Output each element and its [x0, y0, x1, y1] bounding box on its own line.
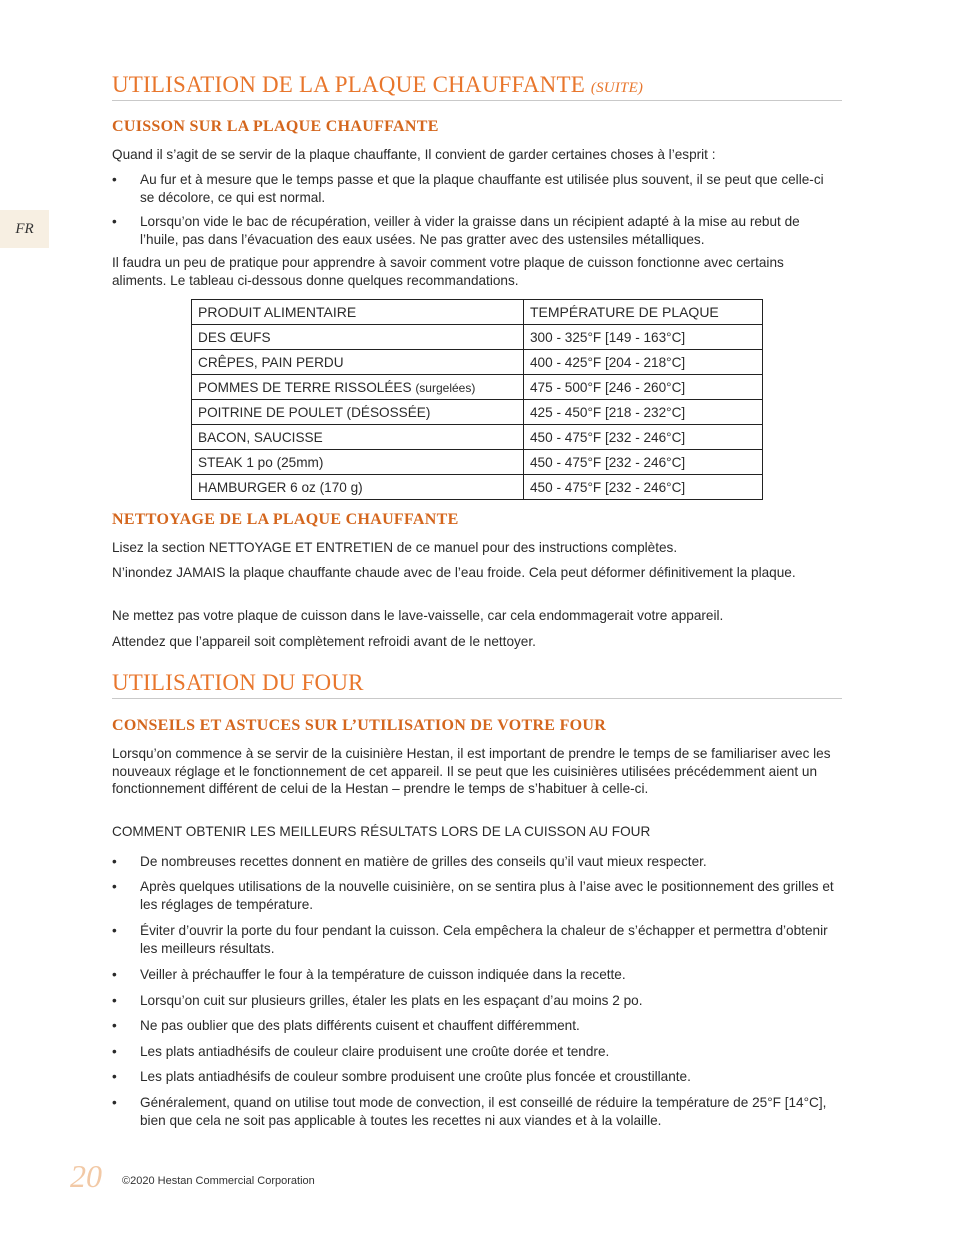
bullet-icon: •	[112, 214, 117, 229]
food-name: HAMBURGER 6 oz (170 g)	[198, 479, 363, 495]
list-item	[112, 213, 840, 248]
list-item-text: Éviter d’ouvrir la porte du four pendant la cuisson. Cela empêchera la chaleur de s’échapper et permettra d’obtenir les meilleurs résultats.	[140, 923, 828, 956]
bullet-icon: •	[112, 1095, 117, 1110]
cleaning-paragraph: Lisez la section NETTOYAGE ET ENTRETIEN de ce manuel pour des instructions complètes.	[112, 540, 678, 555]
cell-temperature: 400 - 425°F [204 - 218°C]	[524, 350, 763, 375]
table-header-row	[192, 300, 763, 325]
cell-food	[192, 400, 524, 425]
bullet-icon: •	[112, 967, 117, 982]
list-item	[112, 992, 840, 1010]
section-title-text: UTILISATION DE LA PLAQUE CHAUFFANTE	[112, 72, 585, 97]
language-tab	[0, 210, 49, 248]
cell-food	[192, 450, 524, 475]
table-row	[192, 325, 763, 350]
list-item	[112, 853, 840, 871]
section-title-griddle	[112, 72, 842, 101]
cell-food	[192, 375, 524, 400]
bullet-icon: •	[112, 993, 117, 1008]
list-item	[112, 878, 840, 913]
language-label: FR	[15, 220, 34, 237]
list-item	[112, 1043, 840, 1061]
oven-tips-intro: Lorsqu’on commence à se servir de la cuisinière Hestan, il est important de prendre le temps de se familiariser avec les nouveaux réglage et le fonctionnement de cet appareil. Il se peut que les cuisinières utilisées précédemment aient un fonctionnement différent de celui de la Hestan – prendre le temps de s’habituer à celle-ci.	[112, 746, 831, 796]
cell-food	[192, 425, 524, 450]
heading-oven-tips: CONSEILS ET ASTUCES SUR L’UTILISATION DE VOTRE FOUR	[112, 717, 607, 734]
table-row	[192, 350, 763, 375]
list-item-text: Lorsqu’on vide le bac de récupération, veiller à vider la graisse dans un récipient adapté à la mise au rebut de l’huile, pas dans l’évacuation des eaux usées. Ne pas gratter avec des ustensiles métalliques.	[140, 214, 800, 247]
table-row	[192, 450, 763, 475]
list-item-text: Généralement, quand on utilise tout mode de convection, il est conseillé de réduire la température de 25°F [14°C], bien que cela ne soit pas applicable à toutes les recettes ni aux viandes et à la volaille.	[140, 1095, 827, 1128]
food-name: CRÊPES, PAIN PERDU	[198, 354, 344, 370]
food-name: STEAK 1 po (25mm)	[198, 454, 324, 470]
griddle-cooking-note: Il faudra un peu de pratique pour apprendre à savoir comment votre plaque de cuisson fonctionne avec certains aliments. Le tableau ci-dessous donne quelques recommandations.	[112, 255, 784, 288]
copyright: ©2020 Hestan Commercial Corporation	[122, 1175, 315, 1187]
bullet-icon: •	[112, 854, 117, 869]
list-item	[112, 922, 840, 957]
food-name: POITRINE DE POULET (DÉSOSSÉE)	[198, 404, 431, 420]
cleaning-paragraph: Ne mettez pas votre plaque de cuisson dans le lave-vaisselle, car cela endommagerait votre appareil.	[112, 608, 724, 623]
cell-food	[192, 350, 524, 375]
cell-food	[192, 475, 524, 500]
list-item	[112, 1094, 840, 1129]
list-item-text: Veiller à préchauffer le four à la température de cuisson indiquée dans la recette.	[140, 967, 626, 982]
list-item	[112, 966, 840, 984]
bullet-icon: •	[112, 923, 117, 938]
food-name: BACON, SAUCISSE	[198, 429, 323, 445]
list-item-text: De nombreuses recettes donnent en matière de grilles des conseils qu’il vaut mieux respecter.	[140, 854, 707, 869]
list-item	[112, 171, 840, 206]
column-header-temperature: TEMPÉRATURE DE PLAQUE	[524, 300, 763, 325]
bullet-icon: •	[112, 879, 117, 894]
bullet-icon: •	[112, 172, 117, 187]
column-header-food: PRODUIT ALIMENTAIRE	[192, 300, 524, 325]
section-title-suffix: (SUITE)	[590, 80, 644, 96]
cell-temperature: 450 - 475°F [232 - 246°C]	[524, 450, 763, 475]
list-item	[112, 1068, 840, 1086]
table-row	[192, 425, 763, 450]
bullet-icon: •	[112, 1069, 117, 1084]
table-row	[192, 375, 763, 400]
food-note: (surgelées)	[415, 380, 476, 395]
bullet-icon: •	[112, 1018, 117, 1033]
oven-tips-subheading: COMMENT OBTENIR LES MEILLEURS RÉSULTATS LORS DE LA CUISSON AU FOUR	[112, 824, 651, 839]
griddle-cooking-intro: Quand il s’agit de se servir de la plaque chauffante, Il convient de garder certaines choses à l’esprit :	[112, 147, 716, 162]
cell-temperature: 425 - 450°F [218 - 232°C]	[524, 400, 763, 425]
list-item-text: Après quelques utilisations de la nouvelle cuisinière, on se sentira plus à l’aise avec le positionnement des grilles et les réglages de température.	[140, 879, 834, 912]
table-row	[192, 475, 763, 500]
griddle-temperature-table	[191, 299, 763, 500]
cleaning-paragraph: N’inondez JAMAIS la plaque chauffante chaude avec de l’eau froide. Cela peut déformer définitivement la plaque.	[112, 565, 796, 580]
food-name: DES ŒUFS	[198, 329, 271, 345]
section-title-oven	[112, 670, 842, 699]
cell-temperature: 450 - 475°F [232 - 246°C]	[524, 475, 763, 500]
page-number: 20	[70, 1158, 102, 1194]
cell-food	[192, 325, 524, 350]
heading-griddle-cooking: CUISSON SUR LA PLAQUE CHAUFFANTE	[112, 118, 439, 135]
list-item-text: Ne pas oublier que des plats différents cuisent et chauffent différemment.	[140, 1018, 580, 1033]
list-item-text: Au fur et à mesure que le temps passe et que la plaque chauffante est utilisée plus souvent, il se peut que celle-ci se décolore, ce qui est normal.	[140, 172, 824, 205]
cleaning-paragraph: Attendez que l’appareil soit complètement refroidi avant de le nettoyer.	[112, 634, 536, 649]
heading-griddle-cleaning: NETTOYAGE DE LA PLAQUE CHAUFFANTE	[112, 511, 459, 528]
section-title-text: UTILISATION DU FOUR	[112, 670, 364, 695]
food-name: POMMES DE TERRE RISSOLÉES	[198, 379, 412, 395]
table-row	[192, 400, 763, 425]
list-item-text: Lorsqu’on cuit sur plusieurs grilles, étaler les plats en les espaçant d’au moins 2 po.	[140, 993, 643, 1008]
cell-temperature: 450 - 475°F [232 - 246°C]	[524, 425, 763, 450]
cell-temperature: 475 - 500°F [246 - 260°C]	[524, 375, 763, 400]
cell-temperature: 300 - 325°F [149 - 163°C]	[524, 325, 763, 350]
list-item-text: Les plats antiadhésifs de couleur sombre produisent une croûte plus foncée et croustillante.	[140, 1069, 691, 1084]
list-item-text: Les plats antiadhésifs de couleur claire produisent une croûte dorée et tendre.	[140, 1044, 610, 1059]
list-item	[112, 1017, 840, 1035]
bullet-icon: •	[112, 1044, 117, 1059]
